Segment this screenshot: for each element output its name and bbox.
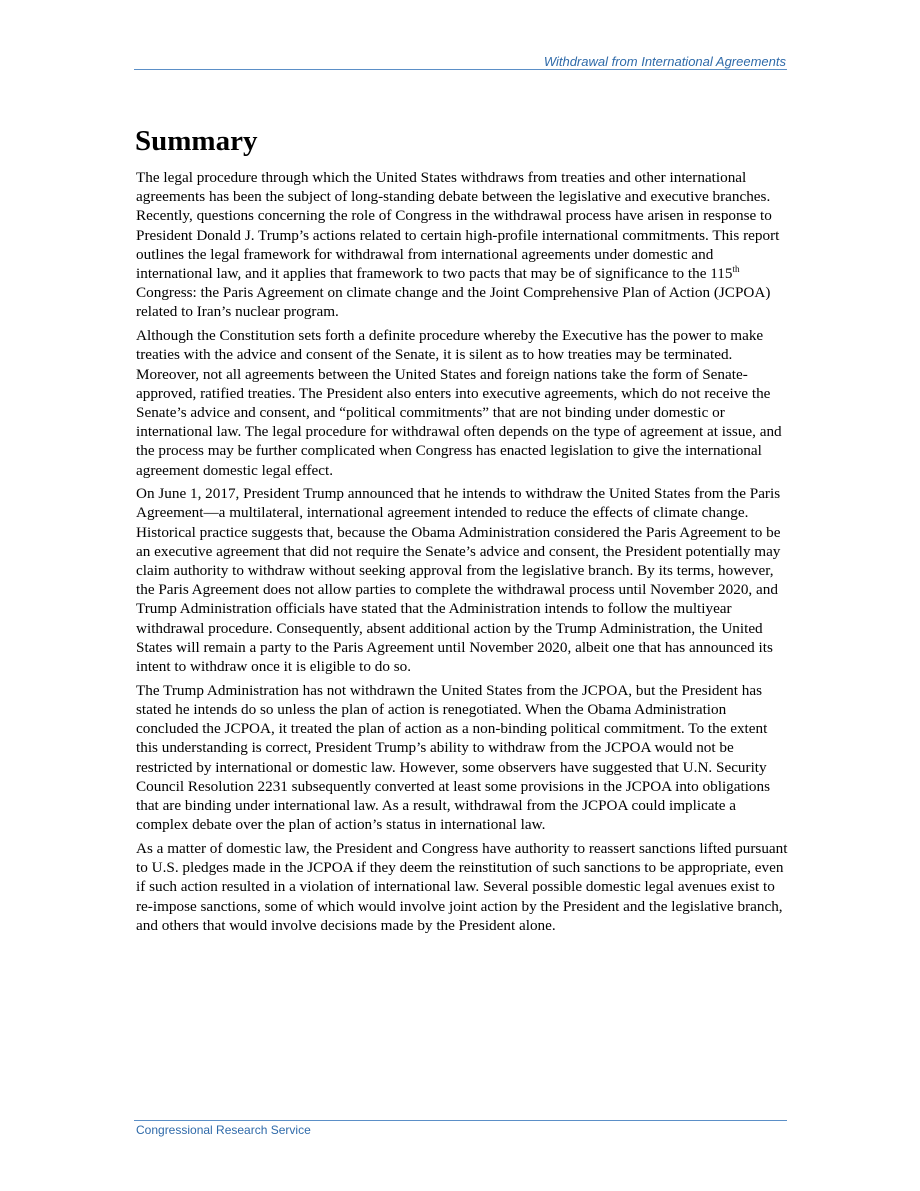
ordinal-superscript: th [732, 264, 740, 275]
footer-publisher: Congressional Research Service [136, 1123, 311, 1137]
paragraph-text: The legal procedure through which the United States withdraws from treaties and other international agreements has been the subject of long-standing debate between the legislative and executive branches. Recently, questions concerning the role of Congress in the withdrawal process have arisen in response to President Donald J. Trump’s actions related to certain high-profile international commitments. This report outlines the legal framework for withdrawal from international agreements under domestic and international law, and it applies that framework to two pacts that may be of significance to the 115 [136, 169, 780, 283]
summary-paragraph-2: Although the Constitution sets forth a definite procedure whereby the Executive has the power to make treaties with the advice and consent of the Senate, it is silent as to how treaties may be terminated. Moreover, not all agreements between the United States and foreign nations take the form of Senate-approved, ratified treaties. The President also enters into executive agreements, which do not receive the Senate’s advice and consent, and “political commitments” that are not binding under domestic or international law. The legal procedure for withdrawal often depends on the type of agreement at issue, and the process may be further complicated when Congress has enacted legislation to give the international agreement domestic legal effect. [136, 327, 782, 479]
summary-paragraph-1 [136, 168, 788, 322]
footer-divider [134, 1120, 787, 1121]
running-header-title: Withdrawal from International Agreements [543, 54, 786, 69]
summary-paragraph-4: The Trump Administration has not withdrawn the United States from the JCPOA, but the President has stated he intends do so unless the plan of action is renegotiated. When the Obama Administration concluded the JCPOA, it treated the plan of action as a non-binding political commitment. To the extent this understanding is correct, President Trump’s ability to withdraw from the JCPOA would not be restricted by international or domestic law. However, some observers have suggested that U.N. Security Council Resolution 2231 subsequently converted at least some provisions in the JCPOA into obligations that are binding under international law. As a result, withdrawal from the JCPOA could implicate a complex debate over the plan of action’s status in international law. [136, 681, 771, 834]
summary-paragraph-3: On June 1, 2017, President Trump announced that he intends to withdraw the United States from the Paris Agreement—a multilateral, international agreement intended to reduce the effects of climate change. Historical practice suggests that, because the Obama Administration considered the Paris Agreement to be an executive agreement that did not require the Senate’s advice and consent, the President potentially may claim authority to withdraw without seeking approval from the legislative branch. By its terms, however, the Paris Agreement does not allow parties to complete the withdrawal process until November 2020, and Trump Administration officials have stated that the Administration intends to follow the multiyear withdrawal procedure. Consequently, absent additional action by the Trump Administration, the United States will remain a party to the Paris Agreement until November 2020, albeit one that has announced its intent to withdraw once it is eligible to do so. [136, 485, 781, 676]
header-divider [134, 69, 787, 70]
summary-body [136, 168, 788, 939]
section-heading: Summary [135, 125, 258, 157]
paragraph-text-continued: Congress: the Paris Agreement on climate change and the Joint Comprehensive Plan of Action (JCPOA) related to Iran’s nuclear program. [136, 284, 771, 321]
summary-paragraph-5: As a matter of domestic law, the President and Congress have authority to reassert sanctions lifted pursuant to U.S. pledges made in the JCPOA if they deem the reinstitution of such sanctions to be appropriate, even if such action resulted in a violation of international law. Several possible domestic legal avenues exist to re-impose sanctions, some of which would involve joint action by the President and the legislative branch, and others that would involve decisions made by the President alone. [136, 839, 788, 934]
